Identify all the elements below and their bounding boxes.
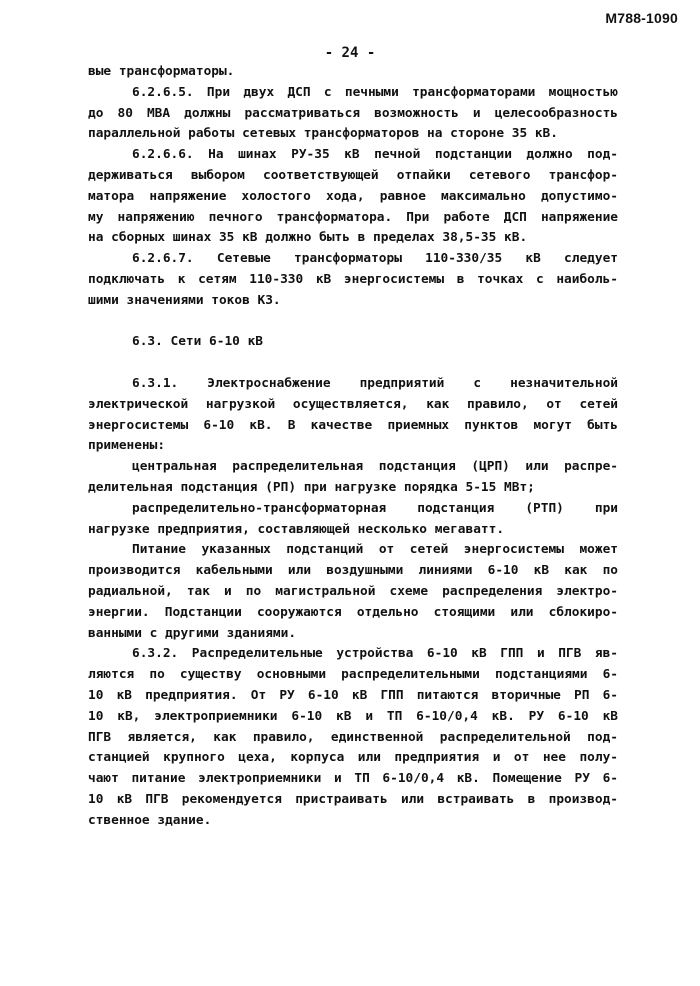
text-line: энергии. Подстанции сооружаются отдельно стоящими или сблокиро- (88, 604, 618, 620)
blank-line (88, 353, 618, 374)
text-line: шими значениями токов КЗ. (88, 292, 281, 308)
page-number: - 24 - (324, 45, 376, 61)
text-line: ственное здание. (88, 812, 212, 828)
blank-line (88, 312, 618, 333)
text-line: 6.3.1. Электроснабжение предприятий с незначительной (132, 375, 618, 391)
text-line: держиваться выбором соответствующей отпайки сетевого трансфор- (88, 167, 618, 183)
text-line: вые трансформаторы. (88, 64, 235, 79)
text-line: ванными с другими зданиями. (88, 625, 297, 641)
text-line: энергосистемы 6-10 кВ. В качестве приемных пунктов могут быть (88, 417, 618, 433)
text-line: Питание указанных подстанций от сетей энергосистемы может (132, 542, 618, 558)
text-line: станцией крупного цеха, корпуса или предприятия и от нее полу- (88, 750, 618, 766)
text-line: подключать к сетям 110-330 кВ энергосистемы в точках с наиболь- (88, 271, 618, 287)
text-line: на сборных шинах 35 кВ должно быть в пределах 38,5-35 кВ. (88, 230, 528, 246)
text-line: делительная подстанция (РП) при нагрузке порядка 5-15 МВт; (88, 479, 535, 495)
section-heading: 6.3. Сети 6-10 кВ (132, 334, 263, 350)
text-line: 6.3.2. Распределительные устройства 6-10 кВ ГПП и ПГВ яв- (132, 646, 618, 662)
text-line: 6.2.6.6. На шинах РУ-35 кВ печной подстанции должно под- (132, 147, 618, 163)
text-line: до 80 МВА должны рассматриваться возможность и целесообразность (88, 105, 618, 121)
text-line: нагрузке предприятия, составляющей несколько мегаватт. (88, 521, 505, 537)
text-line: распределительно-трансформаторная подстанция (РТП) при (132, 500, 618, 516)
text-line: применены: (88, 438, 166, 454)
text-line: параллельной работы сетевых трансформаторов на стороне 35 кВ. (88, 126, 558, 142)
text-line: чают питание электроприемники и ТП 6-10/0,4 кВ. Помещение РУ 6- (88, 771, 618, 787)
text-line: ПГВ является, как правило, единственной распределительной под- (88, 729, 618, 745)
text-line: му напряжению печного трансформатора. При работе ДСП напряжение (88, 209, 618, 225)
text-line: матора напряжение холостого хода, равное максимально допустимо- (88, 188, 618, 204)
text-line: производится кабельными или воздушными линиями 6-10 кВ как по (88, 563, 618, 579)
text-line: 6.2.6.7. Сетевые трансформаторы 110-330/35 кВ следует (132, 251, 618, 267)
text-line: 10 кВ, электроприемники 6-10 кВ и ТП 6-10/0,4 кВ. РУ 6-10 кВ (88, 708, 618, 724)
text-line: радиальной, так и по магистральной схеме распределения электро- (88, 583, 618, 599)
document-code: M788-1090 (605, 10, 678, 26)
text-line: центральная распределительная подстанция (ЦРП) или распре- (132, 459, 618, 475)
document-body (88, 62, 618, 831)
text-line: 10 кВ предприятия. От РУ 6-10 кВ ГПП питаются вторичные РП 6- (88, 687, 618, 703)
text-line: 6.2.6.5. При двух ДСП с печными трансформаторами мощностью (132, 84, 618, 100)
text-line: электрической нагрузкой осуществляется, как правило, от сетей (88, 396, 618, 412)
text-line: 10 кВ ПГВ рекомендуется пристраивать или встраивать в производ- (88, 791, 618, 807)
text-line: ляются по существу основными распределительными подстанциями 6- (88, 667, 618, 683)
